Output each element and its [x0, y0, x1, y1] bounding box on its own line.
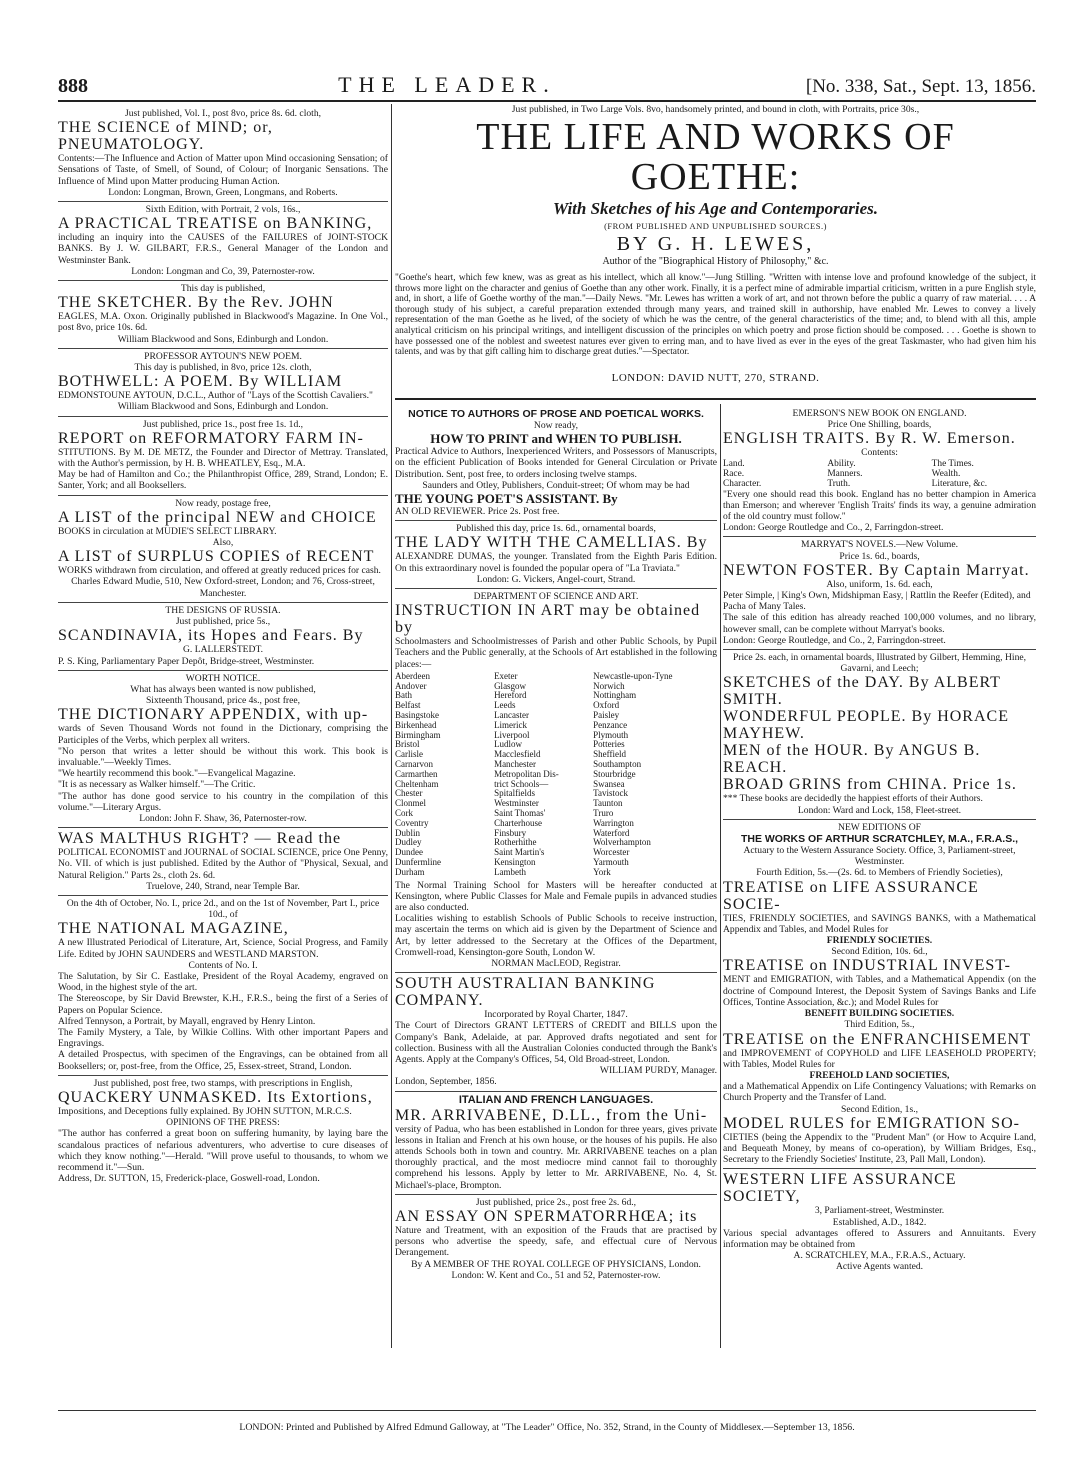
header-rule: [58, 100, 1036, 102]
advert-body: STITUTIONS. By M. DE METZ, the Founder and Director of Mettray. Translated, with the Author's permission, by H. B. WHEATLEY, Esq., M.A.: [58, 446, 388, 470]
advert-malthus: [58, 828, 388, 896]
advert-pubinfo: Now ready, postage free,: [175, 497, 271, 509]
advert-imprint: London: G. Vickers, Angel-court, Strand.: [476, 573, 636, 585]
art-school-town: Sheffield: [593, 749, 626, 760]
advert-heading: ITALIAN AND FRENCH LANGUAGES.: [458, 1093, 654, 1106]
advert-quote: "We heartily recommend this book."—Evangelical Magazine.: [58, 768, 296, 780]
art-school-town: Exeter: [494, 670, 518, 681]
advert-pubinfo: Incorporated by Royal Charter, 1847.: [484, 1009, 628, 1021]
advert-body: TIES, FRIENDLY SOCIETIES, and SAVINGS BANKS, with a Mathematical Appendix and Tables, and Model Rules for: [723, 912, 1036, 935]
advert-title: SKETCHES of the DAY. By ALBERT SMITH.: [723, 674, 1001, 709]
art-school-town: Glasgow: [494, 680, 527, 691]
advert-title: INSTRUCTION IN ART may be obtained by: [395, 602, 701, 637]
art-school-town: Dudley: [395, 837, 422, 848]
advert-heading: THE DESIGNS OF RUSSIA.: [165, 604, 281, 616]
advert-title: BROAD GRINS from CHINA. Price 1s.: [723, 776, 1017, 794]
advert-contents-heading: Contents:: [861, 447, 898, 459]
advert-body: Contents:—The Influence and Action of Matter upon Mind occasioning Sensation; of Sensations of Taste, of Smell, of Sound, of Colour; of Inorganic Sensations. The Influence of Mind upon Matter producing Human Action.: [58, 153, 388, 187]
art-school-town: Coventry: [395, 817, 429, 828]
advert-body: EAGLES, M.A. Oxon. Originally published in Blackwood's Magazine. In One Vol., post 8vo, price 10s. 6d.: [58, 311, 388, 334]
art-school-town: Limerick: [494, 719, 528, 730]
advert-heading: DEPARTMENT OF SCIENCE AND ART.: [473, 591, 639, 603]
advert-imprint: Charles Edward Mudie, 510, New Oxford-street, London; and 76, Cross-street, Manchester.: [71, 576, 375, 599]
advert-imprint: London: George Routledge and Co., 2, Farringdon-street.: [723, 522, 944, 534]
advert-title: HOW TO PRINT and WHEN TO PUBLISH.: [430, 431, 682, 447]
emerson-contents-item: Land.: [723, 458, 745, 469]
advert-scratchley: [723, 820, 1036, 1169]
advert-signature: A. SCRATCHLEY, M.A., F.R.A.S., Actuary.: [793, 1250, 966, 1262]
goethe-author-note: Author of the "Biographical History of Philosophy," &c.: [602, 256, 829, 267]
advert-title: BOTHWELL: A POEM. By WILLIAM: [58, 373, 343, 391]
advert-pubinfo: Second Edition, 1s.,: [840, 1103, 918, 1115]
art-school-town: Taunton: [593, 798, 623, 809]
art-school-town: Yarmouth: [593, 856, 629, 867]
advert-contents-item: The Stereoscope, by Sir David Brewster, K.H., F.R.S., being the first of a Series of Papers on Popular Science.: [58, 993, 388, 1016]
art-school-town: Truro: [593, 808, 614, 818]
column-divider-1: [391, 104, 392, 1348]
advert-contents-item: Alfred Tennyson, a Portrait, by Mayall, engraved by Henry Linton.: [58, 1015, 316, 1027]
advert-quote: "No person that writes a letter should be without this work. This book is invaluable."—Weekly Times.: [58, 745, 388, 768]
emerson-contents-item: Manners.: [827, 468, 863, 479]
advert-body: ALEXANDRE DUMAS, the younger. Translated from the Eighth Paris Edition. On this extraordinary novel is founded the popular opera of "La Traviata.": [395, 551, 717, 574]
advert-heading: WORTH NOTICE.: [185, 672, 261, 684]
advert-note: Active Agents wanted.: [835, 1261, 924, 1273]
art-school-town: Bath: [395, 690, 412, 701]
advert-essay: [395, 1195, 717, 1284]
art-school-town: Rotherhithe: [494, 837, 537, 848]
advert-title: TREATISE on the ENFRANCHISEMENT: [723, 1030, 1031, 1048]
art-school-town: Dunfermline: [395, 856, 441, 867]
advert-title: A LIST of SURPLUS COPIES of RECENT: [58, 548, 375, 566]
goethe-title: THE LIFE AND WORKS OF GOETHE:: [476, 116, 955, 198]
art-school-town: Spitalfields: [494, 788, 536, 799]
art-schools-list: [395, 672, 717, 878]
advert-title: A PRACTICAL TREATISE on BANKING,: [58, 215, 373, 233]
advert-body: A new Illustrated Periodical of Literature, Art, Science, Social Progress, and Family Life. Edited by JOHN SAUNDERS and WESTLAND MARSTON.: [58, 937, 388, 960]
advert-title: TREATISE on LIFE ASSURANCE SOCIE-: [723, 878, 979, 913]
advert-notice-to-authors: [395, 406, 717, 521]
art-school-town: Worcester: [593, 847, 630, 858]
advert-pubinfo: Price One Shilling, boards,: [827, 419, 932, 431]
advert-title: THE YOUNG POET'S ASSISTANT. By: [395, 491, 618, 507]
advert-quote: "It is as necessary as Walker himself."—The Critic.: [58, 779, 256, 791]
goethe-subtitle: With Sketches of his Age and Contemporaries.: [552, 199, 879, 218]
advert-body: Localities wishing to establish Schools of Public Schools to receive instruction, may ascertain the terms on which aid is given by the Department of Science and Art, by letter addressed to the Secretary at the Offices of the Department, Cromwell-road, Kensington-gore South, London W.: [395, 913, 717, 958]
advert-pubinfo: Second Edition, 10s. 6d.,: [831, 946, 928, 958]
emerson-contents-table: [723, 459, 1036, 489]
art-school-town: Lancaster: [494, 710, 530, 721]
advert-date: London, September, 1856.: [395, 1076, 497, 1088]
advert-pubinfo: Third Edition, 5s.,: [844, 1019, 915, 1031]
art-school-town: Wolverhampton: [593, 837, 651, 848]
art-school-town: Penzance: [593, 719, 628, 730]
art-school-town: Carnarvon: [395, 759, 433, 770]
art-school-town: Basingstoke: [395, 710, 439, 721]
art-school-town: Durham: [395, 866, 425, 877]
advert-imprint: London: Longman, Brown, Green, Longmans, and Roberts.: [108, 186, 338, 198]
advert-body: Practical Advice to Authors, Inexperienced Writers, and Possessors of Manuscripts, on the efficient Publication of Books intended for General Circulation or Private Distribution. Sent, post free, to orders inclosing twelve stamps.: [395, 446, 717, 480]
advert-heading: PROFESSOR AYTOUN'S NEW POEM.: [144, 350, 302, 362]
art-school-town: Hereford: [494, 690, 527, 701]
advert-body: Nature and Treatment, with an exposition of the Frauds that are practised by persons who advertise the speedy, safe, and effectual cure of Nervous Derangement.: [395, 1225, 717, 1259]
advert-subtitle: BENEFIT BUILDING SOCIETIES.: [804, 1008, 955, 1020]
advert-imprint: London: George Routledge, and Co., 2, Farringdon-street.: [723, 634, 946, 646]
advert-body: Impositions, and Deceptions fully explained. By JOHN SUTTON, M.R.C.S.: [58, 1106, 352, 1117]
advert-dictionary-appendix: [58, 671, 388, 828]
advert-reformatory: [58, 417, 388, 496]
art-school-town: Belfast: [395, 700, 421, 711]
art-school-town: Macclesfield: [494, 749, 541, 760]
advert-imprint: London: Ward and Lock, 158, Fleet-street.: [797, 804, 962, 816]
advert-imprint: London: W. Kent and Co., 51 and 52, Paternoster-row.: [451, 1269, 661, 1281]
advert-contents-item: The Salutation, by Sir C. Eastlake, President of the Royal Academy, engraved on Wood, in the highest style of the art.: [58, 970, 388, 994]
art-school-town: Paisley: [593, 710, 620, 721]
emerson-contents-item: Truth.: [827, 478, 851, 489]
art-school-town: Saint Thomas': [494, 808, 546, 818]
advert-heading: OPINIONS OF THE PRESS:: [166, 1117, 280, 1129]
goethe-advert: [395, 104, 1036, 394]
art-school-town: trict Schools—: [494, 778, 549, 789]
column-divider-2: [720, 404, 721, 1348]
advert-quote: "The author has conferred a great boon on suffering humanity, by laying bare the scandalous practices of nefarious adventurers, who advertise to cure diseases of which they know nothing."—Herald. "Will prove useful to thousands, to whom we recommend it."—Sun.: [58, 1128, 388, 1174]
advert-title: MEN of the HOUR. By ANGUS B. REACH.: [723, 742, 981, 777]
art-school-town: Dublin: [395, 827, 421, 838]
art-school-town: Potteries: [593, 739, 625, 750]
advert-pubinfo: Published this day, price 1s. 6d., ornamental boards,: [456, 523, 656, 535]
advert-body: Various special advantages offered to Assurers and Annuitants. Every information may be obtained from: [723, 1227, 1036, 1250]
advert-quote: "The author has done good service to his country in the compilation of this volume."—Literary Argus.: [58, 790, 388, 813]
advert-imprint: Address, Dr. SUTTON, 15, Frederick-place, Goswell-road, London.: [58, 1173, 320, 1185]
art-school-town: Dundee: [395, 847, 423, 858]
art-school-town: Waterford: [593, 827, 630, 838]
advert-imprint: Truelove, 240, Strand, near Temple Bar.: [146, 880, 300, 892]
advert-also: Also, uniform, 1s. 6d. each,: [826, 578, 933, 590]
advert-pubinfo: This day is published, in 8vo, price 12s. cloth,: [134, 362, 312, 374]
column-right: [723, 406, 1036, 1350]
advert-body: "Every one should read this book. England has no better champion in America than Emerson; and wherever 'English Traits' finds its way, a genuine admiration of the old country must follow.": [723, 488, 1036, 523]
art-school-town: Cork: [395, 808, 413, 818]
art-school-town: Birkenhead: [395, 719, 437, 730]
art-school-town: Cheltenham: [395, 778, 439, 789]
advert-body: The Normal Training School for Masters will be hereafter conducted at Kensington, where Public Classes for Male and Female pupils in advanced studies are also conducted.: [395, 879, 717, 913]
art-school-town: Charterhouse: [494, 817, 543, 828]
advert-imprint: London: John F. Shaw, 36, Paternoster-row.: [139, 812, 307, 824]
art-school-town: Chester: [395, 788, 423, 799]
art-school-town: Metropolitan Dis-: [494, 768, 559, 779]
advert-body: MENT and EMIGRATION, with Tables, and a Mathematical Appendix (on the doctrine of Compound Interest, the Deposit System of Savings Banks and Life Offices, Tontine Association, &c.); and Model Rules for: [723, 974, 1036, 1008]
art-school-town: Kensington: [494, 856, 536, 867]
advert-pubinfo: Just published, price 2s., post free 2s. 6d.,: [475, 1196, 637, 1208]
art-school-town: Liverpool: [494, 729, 530, 740]
advert-title: NEWTON FOSTER. By Captain Marryat.: [723, 561, 1030, 579]
advert-imprint: William Blackwood and Sons, Edinburgh and London.: [117, 333, 329, 345]
advert-title: A LIST of the principal NEW and CHOICE: [58, 508, 377, 526]
advert-pubinfo: Price 1s. 6d., boards,: [839, 550, 920, 562]
advert-body: Actuary to the Western Assurance Society. Office, 3, Parliament-street, Westminster.: [743, 845, 1016, 868]
advert-contents-item: A detailed Prospectus, with specimen of the Engravings, can be obtained from all Booksellers; or, post-free, from the Office, 25, Essex-street, Strand, London.: [58, 1049, 388, 1072]
advert-title: QUACKERY UNMASKED. Its Extortions,: [58, 1089, 373, 1106]
art-school-town: Andover: [395, 680, 427, 691]
advert-quackery: [58, 1076, 388, 1188]
advert-note: *** These books are decidedly the happiest efforts of their Authors.: [723, 793, 983, 805]
advert-title: REPORT on REFORMATORY FARM IN-: [58, 429, 364, 447]
emerson-contents-item: Ability.: [827, 458, 856, 469]
advert-contents-item: The Family Mystery, a Tale, by Wilkie Collins. With other important Papers and Engravings.: [58, 1026, 388, 1050]
art-school-town: Norwich: [593, 680, 625, 691]
advert-body: The sale of this edition has already reached 100,000 volumes, and no library, however small, can be complete without Marryat's books.: [723, 612, 1036, 635]
advert-pubinfo: Just published, Vol. I., post 8vo, price 8s. 6d. cloth,: [124, 108, 322, 119]
art-school-town: Carlisle: [395, 749, 423, 760]
advert-pubinfo: On the 4th of October, No. I., price 2d., and on the 1st of November, Part I., price 10d., of: [66, 897, 380, 921]
advert-national-magazine: [58, 896, 388, 1076]
advert-body: WORKS withdrawn from circulation, and offered at greatly reduced prices for cash.: [58, 565, 381, 577]
emerson-contents-item: Character.: [723, 478, 762, 489]
goethe-rule: [395, 398, 1036, 400]
art-school-town: Lambeth: [494, 866, 527, 877]
art-school-town: Saint Martin's: [494, 847, 545, 858]
advert-pubinfo: Just published, post free, two stamps, with prescriptions in English,: [93, 1077, 353, 1089]
column-middle: [395, 406, 717, 1350]
advert-pubinfo: Fourth Edition, 5s.—(2s. 6d. to Members of Friendly Societies),: [756, 867, 1003, 879]
advert-italian-french: [395, 1092, 717, 1195]
art-school-town: Carmarthen: [395, 768, 438, 779]
column-left: [58, 106, 388, 1362]
advert-body: EDMONSTOUNE AYTOUN, D.C.L., Author of "Lays of the Scottish Cavaliers.": [58, 390, 373, 402]
masthead-title: THE LEADER.: [338, 72, 556, 97]
advert-pubinfo: Sixteenth Thousand, price 4s., post free,: [145, 695, 301, 707]
advert-title: THE DICTIONARY APPENDIX, with up-: [58, 706, 369, 724]
printer-imprint: LONDON: Printed and Published by Alfred Edmund Galloway, at "The Leader" Office, No. 352, Strand, in the County of Middlesex.—September 13, 1856.: [239, 1422, 855, 1433]
advert-signature: WILLIAM PURDY, Manager.: [599, 1065, 717, 1077]
issue-info: [No. 338, Sat., Sept. 13, 1856.: [805, 76, 1036, 97]
art-school-town: Aberdeen: [395, 670, 430, 681]
advert-pubinfo: Price 2s. each, in ornamental boards, Illustrated by Gilbert, Hemming, Hine, Gavarni, and Leech;: [732, 652, 1027, 675]
advert-title: SCANDINAVIA, its Hopes and Fears. By: [58, 627, 364, 645]
advert-title: THE NATIONAL MAGAZINE,: [58, 920, 289, 938]
art-school-town: Stourbridge: [593, 768, 636, 779]
advert-pubinfo: Now ready,: [533, 420, 579, 431]
advert-contents-heading: Contents of No. I.: [188, 959, 258, 971]
goethe-sources: (FROM PUBLISHED AND UNPUBLISHED SOURCES.): [604, 221, 827, 231]
advert-title: THE WORKS OF ARTHUR SCRATCHLEY, M.A., F.R.A.S.,: [740, 833, 1019, 846]
advert-marryat: [723, 537, 1036, 650]
advert-heading: NEW EDITIONS OF: [838, 821, 921, 833]
advert-signature: NORMAN MacLEOD, Registrar.: [491, 958, 621, 969]
advert-mudie: [58, 496, 388, 603]
art-school-town: Southampton: [593, 759, 642, 770]
advert-title: MODEL RULES for EMIGRATION SO-: [723, 1114, 1020, 1132]
advert-body: BOOKS in circulation at MUDIE'S SELECT LIBRARY.: [58, 525, 277, 537]
advert-science-of-mind: [58, 106, 388, 202]
art-school-town: Newcastle-upon-Tyne: [593, 670, 673, 681]
advert-western-life: [723, 1169, 1036, 1275]
advert-albert-smith: [723, 650, 1036, 820]
advert-also: Also,: [212, 537, 234, 549]
goethe-by: BY G. H. LEWES,: [616, 233, 815, 255]
emerson-contents-item: Race.: [723, 468, 745, 479]
art-school-town: Nottingham: [593, 690, 637, 701]
advert-heading: MARRYAT'S NOVELS.—New Volume.: [800, 539, 959, 551]
advert-title: TREATISE on INDUSTRIAL INVEST-: [723, 957, 1011, 975]
art-school-town: Ludlow: [494, 739, 523, 750]
art-school-town: Warrington: [593, 817, 634, 828]
advert-address: 3, Parliament-street, Westminster.: [814, 1205, 945, 1217]
advert-camellias: [395, 521, 717, 589]
goethe-announce: Just published, in Two Large Vols. 8vo, handsomely printed, and bound in cloth, with Portraits, price 30s.,: [511, 104, 920, 115]
art-school-town: Finsbury: [494, 827, 527, 838]
advert-pubinfo: Just published, price 1s., post free 1s. 1d.,: [142, 418, 304, 430]
advert-body: including an inquiry into the CAUSES of the FAILURES of JOINT-STOCK BANKS. By J. W. GILBART, F.R.S., General Manager of the London and Westminster Bank.: [58, 232, 388, 266]
art-school-town: Clonmel: [395, 798, 426, 809]
page-number: 888: [58, 75, 88, 97]
advert-banking: [58, 202, 388, 281]
art-school-town: Manchester: [494, 759, 537, 770]
art-school-town: Westminster: [494, 798, 539, 809]
emerson-contents-item: Wealth.: [931, 468, 961, 479]
advert-body: Schoolmasters and Schoolmistresses of Parish and other Public Schools, by Pupil Teachers and the Public generally, at the Schools of Art established in the following places:—: [395, 636, 717, 670]
advert-body: POLITICAL ECONOMIST and JOURNAL of SOCIAL SCIENCE, price One Penny, No. VII. of which is just published. Edited by the Author of "Physical, Sexual, and Natural Religion." Parts 2s., cloth 2s. 6d.: [58, 847, 388, 881]
footer-rule: [58, 1410, 1036, 1411]
advert-imprint: May be had of Hamilton and Co.; the Philanthropist Office, 289, Strand, London; E. Santer, York; and all Booksellers.: [58, 469, 388, 492]
art-school-town: York: [593, 866, 611, 877]
art-school-town: Birmingham: [395, 729, 441, 740]
advert-title: ENGLISH TRAITS. By R. W. Emerson.: [723, 430, 1016, 448]
advert-body: and IMPROVEMENT of COPYHOLD and LIFE LEASEHOLD PROPERTY; with Tables, Model Rules for: [723, 1047, 1036, 1070]
advert-imprint: P. S. King, Parliamentary Paper Depôt, Bridge-street, Westminster.: [58, 655, 315, 667]
advert-pubinfo: Sixth Edition, with Portrait, 2 vols, 16s.,: [145, 204, 301, 216]
art-school-town: Leeds: [494, 700, 516, 711]
advert-title: MR. ARRIVABENE, D.LL., from the Uni-: [395, 1106, 708, 1124]
advert-body: and a Mathematical Appendix on Life Contingency Valuations; with Remarks on Church Property and the Transfer of Land.: [723, 1081, 1036, 1104]
advert-author: By A MEMBER OF THE ROYAL COLLEGE OF PHYSICIANS, London.: [411, 1258, 701, 1270]
art-school-town: Plymouth: [593, 729, 629, 740]
advert-pubinfo: This day is published,: [180, 283, 266, 295]
advert-pubinfo: Just published, price 5s.,: [175, 616, 271, 628]
advert-body: wards of Seven Thousand Words not found in the Dictionary, comprising the Participles of the Verbs, which perplex all writers.: [58, 723, 388, 746]
advert-science-and-art: [395, 589, 717, 973]
advert-scandinavia: [58, 603, 388, 671]
advert-pubinfo: What has always been wanted is now published,: [130, 683, 316, 695]
advert-body: versity of Padua, who has been established in London for three years, gives private lessons in Italian and French at his own house, or the houses of his pupils. He also attends Schools both in town and country. Mr. ARRIVABENE teaches on a plan thoroughly practical, and the most mediocre mind cannot fail to thoroughly comprehend his lessons. Apply by letter to Mr. ARRIVABENE, No. 4, St. Michael's-place, Brompton.: [395, 1123, 717, 1191]
advert-pubinfo: Established, A.D., 1842.: [832, 1216, 927, 1228]
advert-list: Peter Simple, | King's Own, Midshipman Easy, | Rattlin the Reefer (Edited), and Pacha of Many Tales.: [723, 590, 1031, 613]
advert-bothwell: [58, 349, 388, 417]
advert-title: WONDERFUL PEOPLE. By HORACE MAYHEW.: [723, 708, 1009, 743]
advert-south-australian-banking: [395, 973, 717, 1091]
art-school-town: Swansea: [593, 778, 625, 789]
advert-heading: NOTICE TO AUTHORS OF PROSE AND POETICAL WORKS.: [408, 408, 704, 420]
page-header: [58, 72, 1036, 98]
advert-title: WAS MALTHUS RIGHT? — Read the: [58, 830, 342, 848]
advert-imprint: Saunders and Otley, Publishers, Conduit-street; Of whom may be had: [422, 479, 690, 491]
advert-body: AN OLD REVIEWER. Price 2s. Post free.: [395, 506, 560, 518]
advert-imprint: William Blackwood and Sons, Edinburgh and London.: [117, 401, 329, 413]
advert-title: THE SKETCHER. By the Rev. JOHN: [58, 294, 334, 312]
advert-body: G. LALLERSTEDT.: [182, 644, 264, 656]
advert-subtitle: FRIENDLY SOCIETIES.: [826, 935, 933, 947]
advert-sketcher: [58, 281, 388, 349]
goethe-quotes: "Goethe's heart, which few knew, was as great as his intellect, which all know."—Jung Stilling. "Written with intense love and profound knowledge of the subject, it throws more light on the character and genius of Goethe than any other work. Finally, it is a perfect mine of admirable impartial criticism, written in a pure English style, and, in short, a life of Goethe worthy of the man."—Daily News. "Mr. Lewes has written a work of art, and not thrown before the public a quarry of raw material. . . . A thorough study of his subject, a careful preparation extended through many years, and trained skill in authorship, have enabled Mr. Lewes to convey a lively representation of the man Goethe as he lived, of the society of which he was the centre, of the general characteristics of the time; and, to blend with all this, ample analytical criticism on his principal writings, and intelligent discussion of the principles on which poetry and prose fiction should be composed. . . . Goethe is shown to have possessed one of the noblest and sweetest natures ever given to erring man, and to have lived as ever in the eyes of the great Taskmaster, who had given him his talents, and was by that gift calling him to discharge great duties."—Spectator.: [395, 273, 1036, 358]
advert-heading: EMERSON'S NEW BOOK ON ENGLAND.: [792, 408, 967, 419]
advert-body: CIETIES (being the Appendix to the "Prudent Man" (or How to Acquire Land, and Bequeath Money, by means of co-operation), by William Bridges, Esq., Secretary to the Friendly Societies' Institute, 23, Pall Mall, London).: [723, 1131, 1036, 1166]
advert-title: THE SCIENCE of MIND; or, PNEUMATOLOGY.: [58, 119, 273, 154]
advert-body: The Court of Directors GRANT LETTERS of CREDIT and BILLS upon the Company's Bank, Adelaide, at par. Approved drafts negotiated and sent for collection. Business with all the Australian Colonies conducted through the Bank's Agents. Apply at the Company's Offices, 54, Old Broad-street, London.: [395, 1020, 717, 1066]
advert-title: WESTERN LIFE ASSURANCE SOCIETY,: [723, 1171, 957, 1206]
advert-title: AN ESSAY ON SPERMATORRHŒA; its: [395, 1208, 698, 1226]
advert-imprint: London: Longman and Co, 39, Paternoster-row.: [131, 265, 315, 277]
art-school-town: Tavistock: [593, 788, 629, 799]
emerson-contents-item: Literature, &c.: [931, 478, 988, 489]
art-school-town: Bristol: [395, 739, 420, 750]
advert-english-traits: [723, 406, 1036, 537]
advert-subtitle: FREEHOLD LAND SOCIETIES,: [809, 1069, 950, 1081]
art-school-town: Oxford: [593, 700, 620, 711]
emerson-contents-item: The Times.: [931, 458, 974, 469]
advert-title: THE LADY WITH THE CAMELLIAS. By: [395, 534, 708, 552]
goethe-publisher: LONDON: DAVID NUTT, 270, STRAND.: [611, 371, 820, 384]
advert-title: SOUTH AUSTRALIAN BANKING COMPANY.: [395, 975, 656, 1010]
